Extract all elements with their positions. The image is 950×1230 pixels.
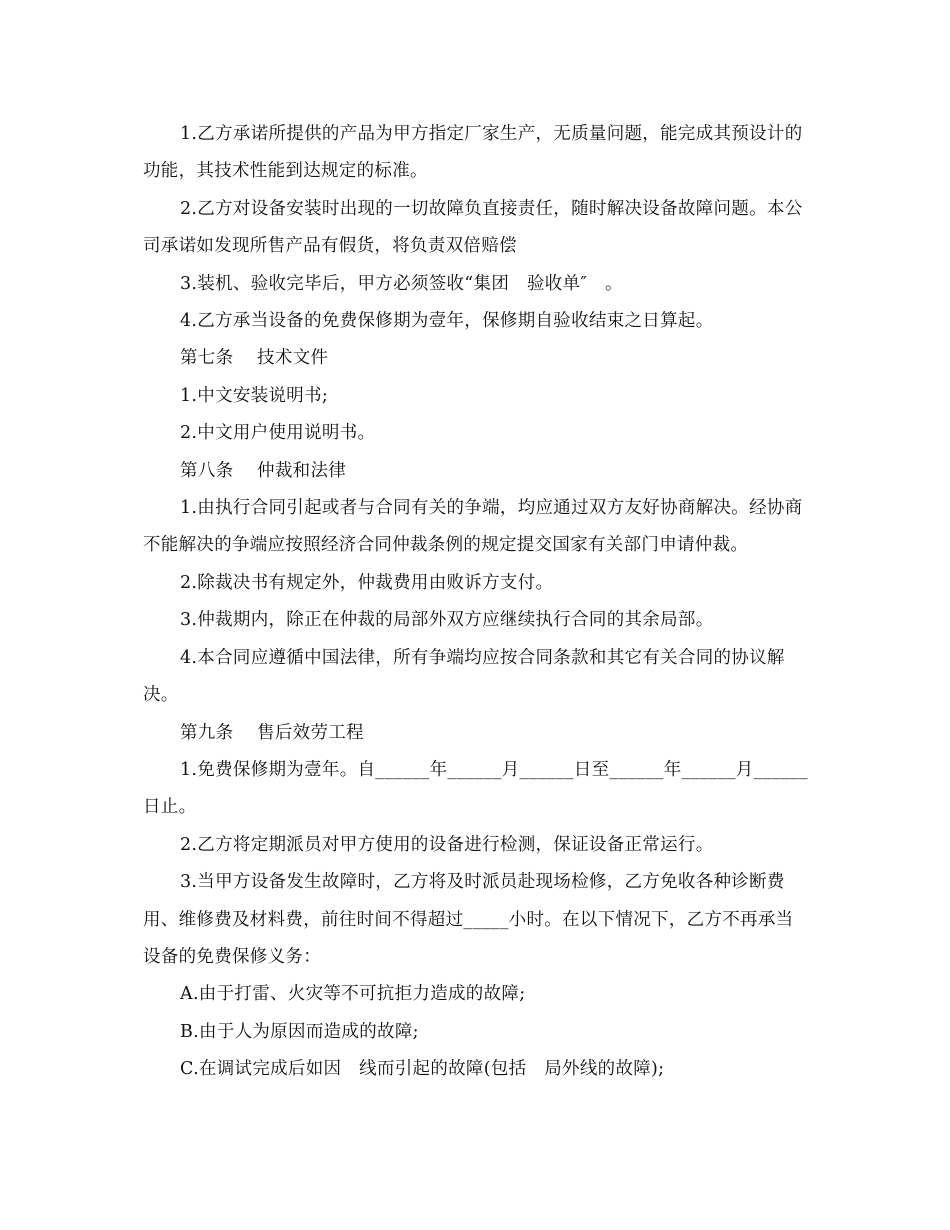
clause-paragraph: 4.本合同应遵循中国法律，所有争端均应按合同条款和其它有关合同的协议解决。 (143, 647, 785, 706)
clause-paragraph: 4.乙方承当设备的免费保修期为壹年，保修期自验收结束之日算起。 (180, 311, 714, 332)
article-heading: 第八条 仲裁和法律 (180, 460, 347, 481)
contract-text (143, 116, 808, 1089)
clause-paragraph: 3.装机、验收完毕后，甲方必须签收“集团 验收单″ 。 (180, 273, 623, 294)
clause-paragraph: B.由于人为原因而造成的故障; (180, 1021, 419, 1042)
clause-paragraph: 2.除裁决书有规定外，仲裁费用由败诉方支付。 (180, 572, 554, 593)
clause-paragraph: 3.仲裁期内，除正在仲裁的局部外双方应继续执行合同的其余局部。 (180, 610, 714, 631)
clause-paragraph: 2.乙方将定期派员对甲方使用的设备进行检测，保证设备正常运行。 (180, 834, 714, 855)
clause-paragraph: A.由于打雷、火灾等不可抗拒力造成的故障; (180, 984, 526, 1005)
clause-paragraph: 1.免费保修期为壹年。自______年______月______日至______年______月______日止。 (143, 759, 808, 818)
clause-paragraph: 1.中文安装说明书; (180, 385, 329, 406)
clause-paragraph: 1.由执行合同引起或者与合同有关的争端，均应通过双方友好协商解决。经协商不能解决的争端应按照经济合同仲裁条例的规定提交国家有关部门申请仲裁。 (143, 498, 803, 556)
clause-paragraph: 2.乙方对设备安装时出现的一切故障负直接责任，随时解决设备故障问题。本公司承诺如发现所售产品有假货，将负责双倍赔偿 (143, 198, 803, 257)
article-heading: 第七条 技术文件 (180, 348, 329, 369)
clause-paragraph: 3.当甲方设备发生故障时，乙方将及时派员赴现场检修，乙方免收各种诊断费用、维修费及材料费，前往时间不得超过_____小时。在以下情况下，乙方不再承当设备的免费保修义务： (143, 872, 794, 967)
clause-paragraph: 2.中文用户使用说明书。 (180, 423, 376, 444)
clause-paragraph: 1.乙方承诺所提供的产品为甲方指定厂家生产，无质量问题，能完成其预设计的功能，其技术性能到达规定的标准。 (143, 124, 803, 182)
clause-paragraph: C.在调试完成后如因 线而引起的故障(包括 局外线的故障); (180, 1059, 665, 1080)
article-heading: 第九条 售后效劳工程 (180, 722, 364, 743)
